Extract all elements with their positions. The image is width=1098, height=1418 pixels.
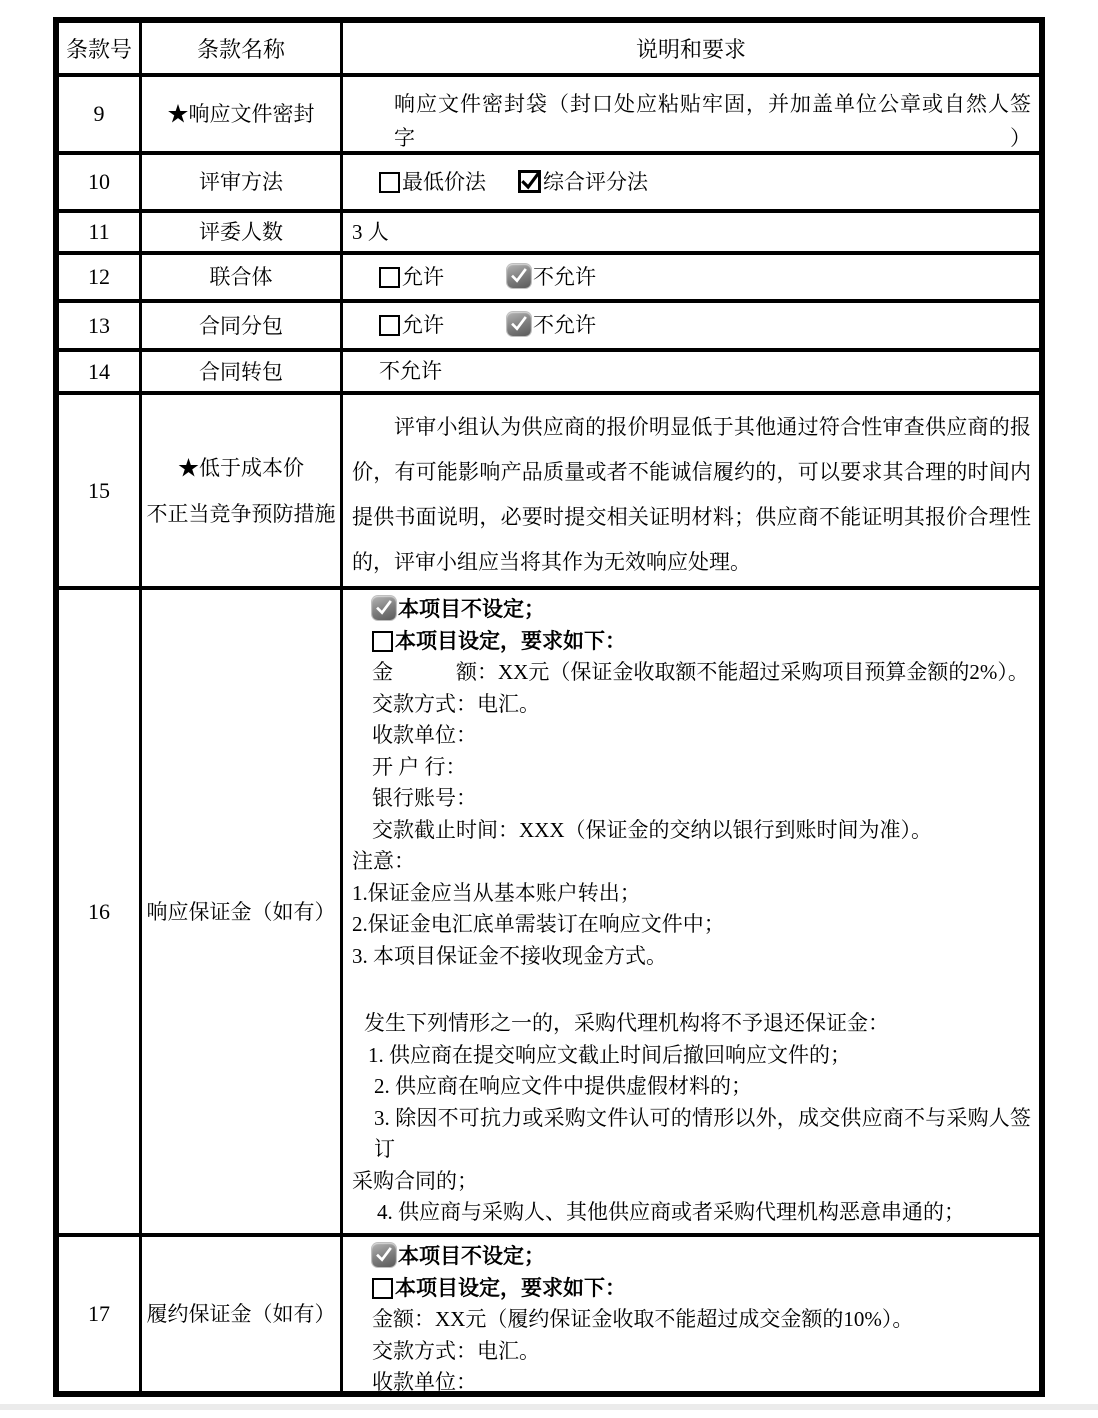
description-line <box>352 1229 1031 1238</box>
table-row-10 <box>59 155 1039 213</box>
clause-name-line: 履约保证金（如有） <box>146 1302 336 1326</box>
clause-description-cell <box>343 77 1039 155</box>
clause-number: 12 <box>88 264 110 289</box>
clause-number: 14 <box>88 358 110 384</box>
header-cell-1 <box>142 23 343 77</box>
table-row-9 <box>59 77 1039 155</box>
description-line <box>352 1367 1031 1391</box>
clause-name-cell <box>142 1237 343 1391</box>
clause-name-cell <box>142 395 343 590</box>
text-segment: 不允许 <box>379 359 442 383</box>
clause-name-cell <box>142 590 343 1237</box>
blank-line <box>352 972 1031 1008</box>
clause-number-cell <box>59 590 142 1237</box>
description-line <box>352 1273 1031 1305</box>
clause-name-line: 联合体 <box>209 265 273 289</box>
text-segment: 响应文件密封袋（封口处应粘贴牢固，并加盖单位公章或自然人签字） <box>394 92 1031 150</box>
clause-number-cell <box>59 155 142 213</box>
description-line <box>352 783 1031 815</box>
description-line <box>352 689 1031 721</box>
table-row-14 <box>59 352 1039 395</box>
description-line <box>352 1336 1031 1368</box>
text-segment: 2.保证金电汇底单需装订在响应文件中； <box>352 912 725 936</box>
text-segment: 价，有可能影响产品质量或者不能诚信履约的，可以要求其合理的时间内 <box>352 460 1031 484</box>
description-line <box>352 878 1031 910</box>
clause-number: 11 <box>88 219 110 244</box>
header-cell-0 <box>59 23 142 77</box>
text-segment: 2. 供应商在响应文件中提供虚假材料的； <box>374 1074 752 1098</box>
clause-number-cell <box>59 395 142 590</box>
checkbox-unchecked-icon <box>372 631 393 652</box>
clause-name-cell <box>142 213 343 255</box>
text-segment: 发生下列情形之一的，采购代理机构将不予退还保证金： <box>364 1011 889 1035</box>
header-cell-label: 条款号 <box>65 36 132 62</box>
clause-number: 13 <box>88 312 110 338</box>
description-line <box>352 1197 1031 1229</box>
clause-number: 15 <box>88 477 110 503</box>
text-segment: 交款截止时间：XXX（保证金的交纳以银行到账时间为准）。 <box>372 817 932 842</box>
description-line <box>352 1103 1031 1166</box>
clause-number-cell <box>59 213 142 255</box>
text-segment: 3. 本项目保证金不接收现金方式。 <box>352 943 667 968</box>
description-line <box>352 657 1031 689</box>
text-segment: 注意： <box>352 849 415 873</box>
description-line <box>352 815 1031 847</box>
checkbox-unchecked-icon <box>379 267 400 288</box>
checkbox-checked-icon <box>518 170 541 193</box>
description-line <box>352 846 1031 878</box>
clause-number-cell <box>59 1237 142 1391</box>
table-row-15 <box>59 395 1039 590</box>
description-line <box>352 720 1031 752</box>
text-segment: 不允许 <box>533 264 596 289</box>
table-row-13 <box>59 303 1039 352</box>
gap-spacer <box>486 188 518 189</box>
gray-check-badge-icon <box>507 312 531 336</box>
text-segment: 1.保证金应当从基本账户转出； <box>352 880 641 905</box>
description-line <box>352 540 1031 585</box>
checkbox-unchecked-icon <box>372 1278 393 1299</box>
description-line <box>352 405 1031 450</box>
clause-number-cell <box>59 352 142 395</box>
text-segment: 3 人 <box>352 219 389 244</box>
clauses-table <box>53 17 1045 1397</box>
description-line <box>352 1166 1031 1198</box>
clause-name-line: ★响应文件密封 <box>167 102 315 126</box>
description-line <box>352 909 1031 941</box>
gray-check-badge-icon <box>507 264 531 288</box>
text-segment: 银行账号： <box>372 786 477 810</box>
description-line <box>352 262 596 293</box>
description-line <box>352 310 596 341</box>
text-segment: 提供书面说明，必要时提交相关证明材料；供应商不能证明其报价合理性 <box>352 505 1031 529</box>
text-segment: 允许 <box>402 313 444 337</box>
gray-check-badge-icon <box>372 596 396 620</box>
table-row-12 <box>59 255 1039 303</box>
clause-number-cell <box>59 303 142 352</box>
text-segment: 不允许 <box>533 313 596 337</box>
checkbox-unchecked-icon <box>379 315 400 336</box>
text-segment: 1. 供应商在提交响应文截止时间后撤回响应文件的； <box>368 1042 851 1067</box>
clause-number: 9 <box>93 101 105 126</box>
text-segment: 允许 <box>402 264 444 289</box>
clause-name-cell <box>142 255 343 303</box>
table-row-16 <box>59 590 1039 1237</box>
clause-name-cell <box>142 77 343 155</box>
clause-number-cell <box>59 77 142 155</box>
text-segment: 金 额：XX元（保证金收取额不能超过采购项目预算金额的2%）。 <box>372 660 1029 684</box>
gray-check-badge-icon <box>372 1243 396 1267</box>
text-segment: 综合评分法 <box>543 169 648 194</box>
clause-number: 10 <box>88 169 110 194</box>
description-line <box>352 1008 1031 1040</box>
description-line <box>352 356 442 387</box>
text-segment: 本项目设定，要求如下： <box>395 628 626 653</box>
description-line <box>352 1040 1031 1072</box>
table-row-11 <box>59 213 1039 255</box>
text-segment: 开 户 行： <box>372 754 467 779</box>
header-cell-label: 说明和要求 <box>635 36 746 62</box>
text-segment: 交款方式：电汇。 <box>372 1338 540 1363</box>
text-segment: 4. 供应商与采购人、其他供应商或者采购代理机构恶意串通的； <box>377 1200 965 1224</box>
clause-name-cell <box>142 155 343 213</box>
text-segment: 本项目设定，要求如下： <box>395 1275 626 1300</box>
description-line <box>352 752 1031 784</box>
checkbox-unchecked-icon <box>379 172 400 193</box>
description-line <box>352 1071 1031 1103</box>
description-line <box>352 450 1031 495</box>
clause-name-line: 不正当竞争预防措施 <box>146 501 336 526</box>
text-segment: 评审小组认为供应商的报价明显低于其他通过符合性审查供应商的报 <box>394 415 1031 439</box>
table-row-17 <box>59 1237 1039 1391</box>
text-segment: 3. 除因不可抗力或采购文件认可的情形以外，成交供应商不与采购人签订 <box>374 1105 1031 1161</box>
clause-name-line: 响应保证金（如有） <box>146 899 336 924</box>
clause-number: 17 <box>88 1301 110 1326</box>
clause-name-line: 评委人数 <box>199 220 283 244</box>
text-segment: 的，评审小组应当将其作为无效响应处理。 <box>352 550 751 574</box>
text-segment: 最低价法 <box>402 169 486 194</box>
description-line <box>352 1304 1031 1336</box>
description-line <box>352 495 1031 540</box>
table-header-row <box>59 23 1039 77</box>
text-segment: 本项目不设定； <box>398 1244 545 1268</box>
clause-name-line: 评审方法 <box>199 170 283 194</box>
clause-description-cell <box>343 213 1039 255</box>
description-line <box>352 87 1031 155</box>
description-line <box>352 167 648 198</box>
description-line <box>352 941 1031 973</box>
gap-spacer <box>444 283 507 284</box>
clause-description-cell <box>343 1237 1039 1391</box>
clause-name-line: 合同分包 <box>199 313 283 338</box>
clause-description-cell <box>343 255 1039 303</box>
clause-name-line: ★低于成本价 <box>178 455 304 480</box>
description-line <box>352 594 1031 626</box>
text-segment: 收款单位： <box>372 723 477 747</box>
clause-number-cell <box>59 255 142 303</box>
text-segment: 金额：XX元（履约保证金收取不能超过成交金额的10%）。 <box>372 1307 914 1331</box>
scan-artifact-band <box>0 1404 1098 1410</box>
clause-name-cell <box>142 303 343 352</box>
clause-description-cell <box>343 590 1039 1237</box>
header-cell-2 <box>343 23 1039 77</box>
header-cell-label: 条款名称 <box>196 36 285 62</box>
gap-spacer <box>444 331 507 332</box>
clause-name-cell <box>142 352 343 395</box>
clause-name-line: 合同转包 <box>199 359 283 384</box>
text-segment: 交款方式：电汇。 <box>372 691 540 716</box>
description-line <box>352 217 389 248</box>
clause-description-cell <box>343 395 1039 590</box>
description-line <box>352 1241 1031 1273</box>
clause-description-cell <box>343 303 1039 352</box>
description-line <box>352 626 1031 658</box>
text-segment: 本项目不设定； <box>398 597 545 621</box>
clause-description-cell <box>343 352 1039 395</box>
clause-description-cell <box>343 155 1039 213</box>
clause-number: 16 <box>88 898 110 924</box>
text-segment: 采购合同的； <box>352 1168 478 1193</box>
text-segment: 收款单位： <box>372 1370 477 1391</box>
